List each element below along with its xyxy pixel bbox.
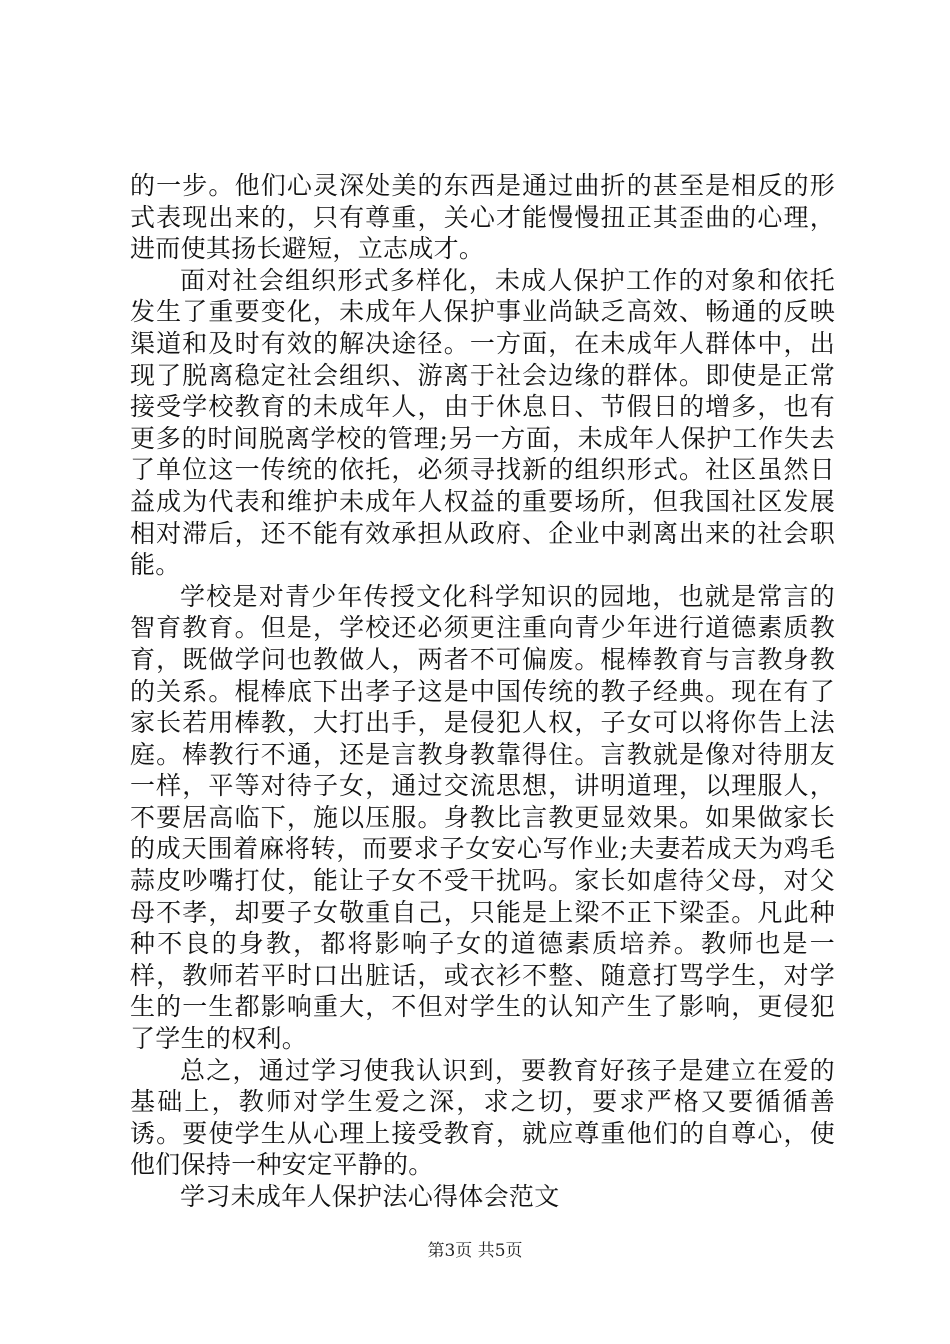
paragraph-4: 总之，通过学习使我认识到，要教育好孩子是建立在爱的基础上，教师对学生爱之深，求之切，要求严格又要循循善诱。要使学生从心理上接受教育，就应尊重他们的自尊心，使他们保持一种安定平静的。: [130, 1055, 835, 1180]
document-body: [130, 170, 835, 1213]
next-section-title: 学习未成年人保护法心得体会范文: [180, 1182, 560, 1211]
page-number-footer: 第3页 共5页: [427, 1241, 523, 1261]
paragraph-3: 学校是对青少年传授文化科学知识的园地，也就是常言的智育教育。但是，学校还必须更注重向青少年进行道德素质教育，既做学问也教做人，两者不可偏废。棍棒教育与言教身教的关系。棍棒底下出孝子这是中国传统的教子经典。现在有了家长若用棒教，大打出手，是侵犯人权，子女可以将你告上法庭。棒教行不通，还是言教身教靠得住。言教就是像对待朋友一样，平等对待子女，通过交流思想，讲明道理，以理服人，不要居高临下，施以压服。身教比言教更显效果。如果做家长的成天围着麻将转，而要求子女安心写作业;夫妻若成天为鸡毛蒜皮吵嘴打仗，能让子女不受干扰吗。家长如虐待父母，对父母不孝，却要子女敬重自己，只能是上梁不正下梁歪。凡此种种不良的身教，都将影响子女的道德素质培养。教师也是一样，教师若平时口出脏话，或衣衫不整、随意打骂学生，对学生的一生都影响重大，不但对学生的认知产生了影响，更侵犯了学生的权利。: [130, 581, 835, 1054]
paragraph-2: 面对社会组织形式多样化，未成人保护工作的对象和依托发生了重要变化，未成年人保护事业尚缺乏高效、畅通的反映渠道和及时有效的解决途径。一方面，在未成年人群体中，出现了脱离稳定社会组织、游离于社会边缘的群体。即使是正常接受学校教育的未成年人，由于休息日、节假日的增多，也有更多的时间脱离学校的管理;另一方面，未成年人保护工作失去了单位这一传统的依托，必须寻找新的组织形式。社区虽然日益成为代表和维护未成年人权益的重要场所，但我国社区发展相对滞后，还不能有效承担从政府、企业中剥离出来的社会职能。: [130, 265, 835, 580]
paragraph-1: 的一步。他们心灵深处美的东西是通过曲折的甚至是相反的形式表现出来的，只有尊重，关心才能慢慢扭正其歪曲的心理，进而使其扬长避短，立志成才。: [130, 171, 835, 264]
